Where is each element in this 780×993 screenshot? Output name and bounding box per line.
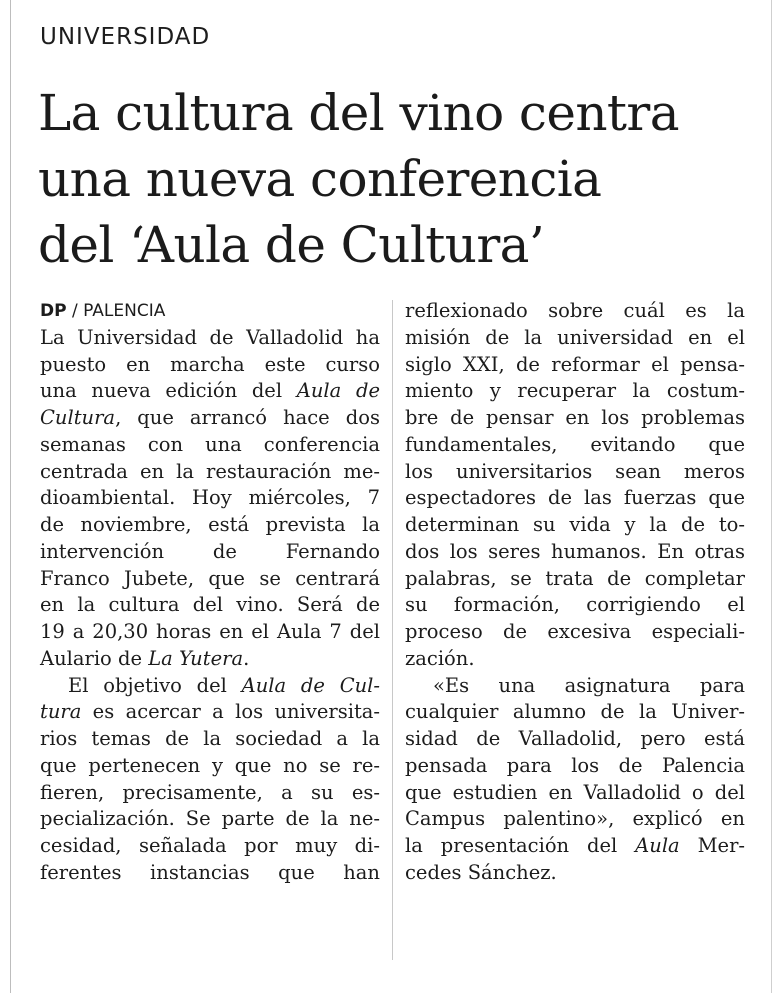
byline-agency: DP (40, 301, 67, 321)
text-line: siglo XXI, de reformar el pensa- (405, 352, 745, 376)
byline (40, 298, 380, 325)
text-line: cualquier alumno de la Univer- (405, 700, 745, 724)
text-line: Campus palentino», explicó en (405, 807, 745, 831)
text-line: espectadores de las fuerzas que (405, 486, 745, 510)
text-line: tura es acercar a los universita- (40, 700, 380, 724)
text-line: de noviembre, está prevista la (40, 513, 380, 536)
text-line: proceso de excesiva especiali- (405, 620, 745, 643)
text-line: pensada para los de Palencia (405, 753, 745, 777)
text-line: cesidad, señalada por muy di- (40, 834, 380, 857)
text-line: bre de pensar en los problemas (405, 406, 745, 429)
text-line: que estudien en Valladolid o del (405, 780, 745, 804)
text-line: Aulario de La Yutera. (40, 646, 250, 670)
text-line: ferentes instancias que han (40, 860, 380, 884)
text-line: zación. (405, 646, 475, 670)
text-line: El objetivo del Aula de Cul- (68, 673, 381, 697)
text-line: Cultura, que arrancó hace dos (40, 406, 380, 429)
text-line: La Universidad de Valladolid ha (40, 325, 380, 349)
text-line: palabras, se trata de completar (405, 566, 745, 590)
text-line: centrada en la restauración me- (40, 459, 380, 483)
text-line: su formación, corrigiendo el (405, 593, 745, 617)
headline-line: del ‘Aula de Cultura’ (38, 216, 545, 274)
text-line: misión de la universidad en el (405, 325, 745, 349)
text-line: los universitarios sean meros (405, 459, 745, 483)
text-line: determinan su vida y la de to- (405, 513, 745, 536)
text-line: semanas con una conferencia (40, 432, 380, 456)
text-line: dos los seres humanos. En otras (405, 539, 745, 563)
text-line: rios temas de la sociedad a la (40, 727, 380, 750)
byline-place: PALENCIA (83, 301, 166, 321)
text-line: en la cultura del vino. Será de (40, 593, 380, 617)
text-line: cedes Sánchez. (405, 860, 557, 884)
text-line: 19 a 20,30 horas en el Aula 7 del (40, 620, 380, 643)
text-line: que pertenecen y que no se re- (40, 753, 380, 777)
text-line: pecialización. Se parte de la ne- (40, 807, 380, 831)
text-line: la presentación del Aula Mer- (405, 834, 745, 857)
text-line: dioambiental. Hoy miércoles, 7 (40, 486, 380, 510)
text-line: Franco Jubete, que se centrará (40, 566, 380, 590)
text-line: puesto en marcha este curso (40, 352, 380, 376)
text-line: fundamentales, evitando que (405, 432, 745, 456)
text-line: fieren, precisamente, a su es- (40, 780, 380, 804)
text-line: intervención de Fernando (40, 539, 380, 563)
article-column-right (405, 298, 745, 887)
text-line: una nueva edición del Aula de (40, 379, 380, 403)
column-divider (392, 300, 393, 960)
text-line: sidad de Valladolid, pero está (405, 727, 745, 750)
text-line: reflexionado sobre cuál es la (405, 299, 745, 322)
text-line: miento y recuperar la costum- (405, 379, 745, 403)
page-left-edge (10, 0, 11, 993)
headline-line: una nueva conferencia (38, 150, 602, 208)
article-column-left (40, 298, 380, 887)
headline (38, 80, 758, 278)
text-line: «Es una asignatura para (433, 673, 745, 697)
byline-separator: / (71, 301, 78, 321)
page-right-edge (771, 0, 772, 993)
headline-line: La cultura del vino centra (38, 84, 679, 142)
section-label: UNIVERSIDAD (40, 24, 211, 50)
